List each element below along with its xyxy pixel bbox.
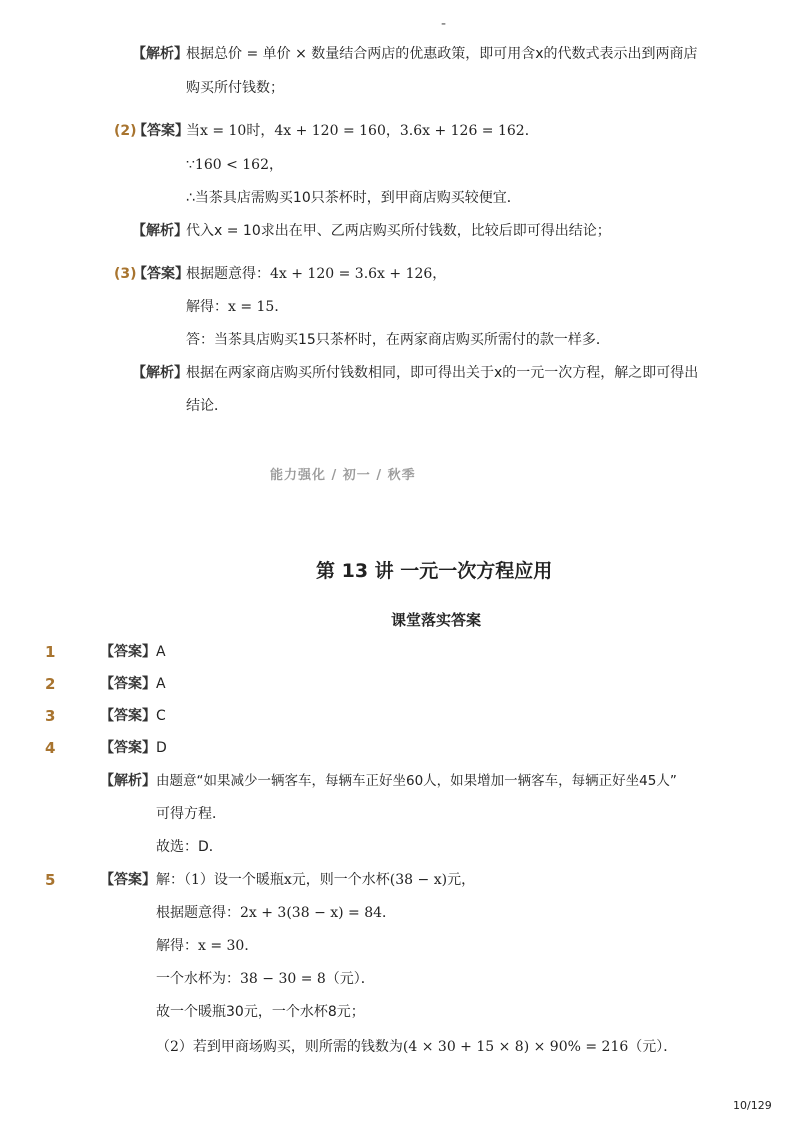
part-number: (3) — [114, 266, 137, 282]
answer-value: A — [156, 676, 166, 692]
analysis-text: 由题意“如果减少一辆客车，每辆车正好坐60人，如果增加一辆客车，每辆正好坐45人” — [156, 773, 677, 789]
answer-text: （2）若到甲商场购买，则所需的钱数为(4 × 30 + 15 × 8) × 90% = 216（元）． — [156, 1039, 678, 1055]
answer-label: 【答案】 — [133, 266, 189, 282]
lecture-title: 第 13 讲 一元一次方程应用 — [316, 560, 553, 582]
question-number: 4 — [45, 739, 56, 757]
analysis-text: 结论． — [186, 398, 228, 414]
answer-label: 【答案】 — [100, 676, 156, 692]
answer-text: 答：当茶具店购买15只茶杯时，在两家商店购买所需付的款一样多． — [186, 332, 610, 348]
analysis-text: 代入x = 10求出在甲、乙两店购买所付钱数，比较后即可得出结论； — [186, 223, 611, 239]
analysis-label: 【解析】 — [132, 223, 188, 239]
part-number: (2) — [114, 123, 137, 139]
question-number: 1 — [45, 643, 56, 661]
answer-text: 解得：x = 30． — [156, 938, 259, 954]
analysis-text: 根据总价 = 单价 × 数量结合两店的优惠政策，即可用含x的代数式表示出到两商店 — [186, 46, 698, 62]
answer-value: A — [156, 644, 166, 660]
answer-text: 根据题意得：4x + 120 = 3.6x + 126， — [186, 266, 447, 282]
answer-text: 故一个暖瓶30元，一个水杯8元； — [156, 1004, 365, 1020]
analysis-label: 【解析】 — [132, 46, 188, 62]
question-number: 3 — [45, 707, 56, 725]
answer-text: ∵160 < 162， — [186, 157, 283, 173]
answer-label: 【答案】 — [100, 740, 156, 756]
answer-label: 【答案】 — [100, 708, 156, 724]
answer-text: 解：（1）设一个暖瓶x元，则一个水杯(38 − x)元， — [156, 872, 476, 888]
top-mark: - — [441, 16, 447, 32]
analysis-text: 故选：D． — [156, 839, 223, 855]
answer-text: 根据题意得：2x + 3(38 − x) = 84． — [156, 905, 397, 921]
answer-label: 【答案】 — [100, 872, 156, 888]
page-number: 10/129 — [733, 1099, 772, 1112]
answer-text: 解得：x = 15． — [186, 299, 289, 315]
answer-label: 【答案】 — [100, 644, 156, 660]
analysis-text: 根据在两家商店购买所付钱数相同，即可得出关于x的一元一次方程，解之即可得出 — [186, 365, 699, 381]
question-number: 2 — [45, 675, 56, 693]
analysis-label: 【解析】 — [132, 365, 188, 381]
section-footer: 能力强化 / 初一 / 秋季 — [270, 468, 416, 483]
answer-value: D — [156, 740, 167, 756]
analysis-text: 可得方程． — [156, 806, 226, 822]
answer-text: 一个水杯为：38 − 30 = 8（元）． — [156, 971, 375, 987]
answer-text: 当x = 10时，4x + 120 = 160，3.6x + 126 = 162． — [186, 123, 539, 139]
answer-value: C — [156, 708, 166, 724]
answer-label: 【答案】 — [133, 123, 189, 139]
section-title: 课堂落实答案 — [391, 611, 482, 629]
answer-text: ∴当茶具店需购买10只茶杯时，到甲商店购买较便宜． — [186, 190, 521, 206]
question-number: 5 — [45, 871, 56, 889]
analysis-label: 【解析】 — [100, 773, 156, 789]
analysis-text: 购买所付钱数； — [186, 80, 284, 96]
